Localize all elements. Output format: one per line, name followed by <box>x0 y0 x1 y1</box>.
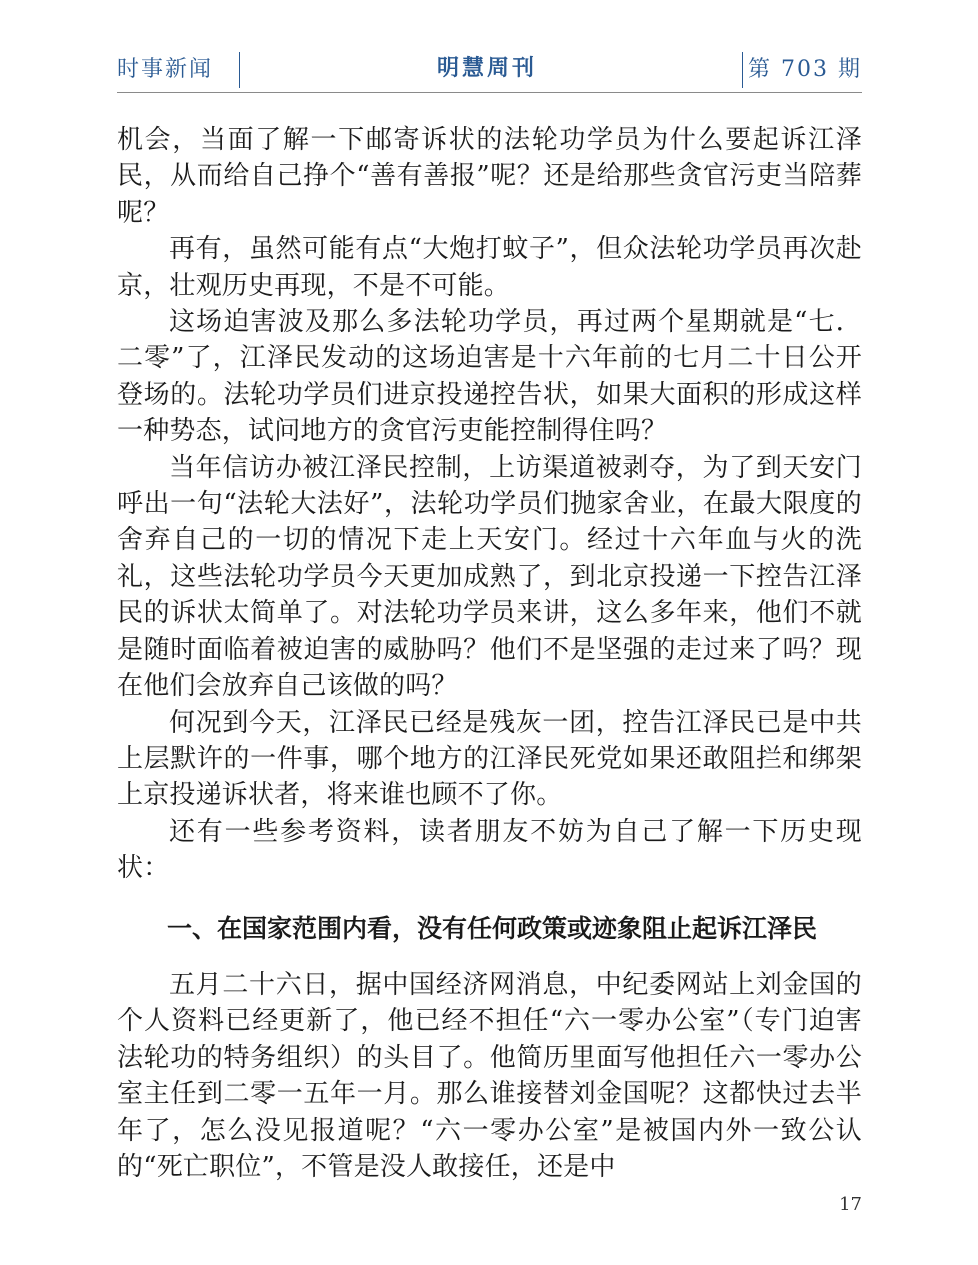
header-rule <box>117 92 862 93</box>
paragraph: 机会，当面了解一下邮寄诉状的法轮功学员为什么要起诉江泽民，从而给自己挣个“善有善报”呢？还是给那些贪官污吏当陪葬呢？ <box>117 125 862 228</box>
article-body <box>117 122 862 1185</box>
paragraph: 五月二十六日，据中国经济网消息，中纪委网站上刘金国的个人资料已经更新了，他已经不担任“六一零办公室”（专门迫害法轮功的特务组织）的头目了。他简历里面写他担任六一零办公室主任到二零一五年一月。那么谁接替刘金国呢？这都快过去半年了，怎么没见报道呢？“六一零办公室”是被国内外一致公认的“死亡职位”，不管是没人敢接任，还是中 <box>117 969 862 1182</box>
paragraph: 当年信访办被江泽民控制，上访渠道被剥夺，为了到天安门呼出一句“法轮大法好”，法轮功学员们抛家舍业，在最大限度的舍弃自己的一切的情况下走上天安门。经过十六年血与火的洗礼，这些法轮功学员今天更加成熟了，到北京投递一下控告江泽民的诉状太简单了。对法轮功学员来讲，这么多年来，他们不就是随时面临着被迫害的威胁吗？他们不是坚强的走过来了吗？现在他们会放弃自己该做的吗？ <box>117 452 862 702</box>
publication-title: 明慧周刊 <box>436 55 537 81</box>
issue-number: 第 703 期 <box>748 57 862 82</box>
section-label: 时事新闻 <box>117 57 214 82</box>
header-divider-left <box>239 52 240 88</box>
header-divider-right <box>742 52 743 88</box>
paragraph: 再有，虽然可能有点“大炮打蚊子”，但众法轮功学员再次赴京，壮观历史再现，不是不可能。 <box>117 234 862 301</box>
paragraph: 何况到今天，江泽民已经是残灰一团，控告江泽民已是中共上层默许的一件事，哪个地方的江泽民死党如果还敢阻拦和绑架上京投递诉状者，将来谁也顾不了你。 <box>117 707 862 811</box>
section-heading: 一、在国家范围内看，没有任何政策或迹象阻止起诉江泽民 <box>167 913 818 943</box>
paragraph: 这场迫害波及那么多法轮功学员，再过两个星期就是“七．二零”了，江泽民发动的这场迫害是十六年前的七月二十日公开登场的。法轮功学员们进京投递控告状，如果大面积的形成这样一种势态，试问地方的贪官污吏能控制得住吗？ <box>117 307 862 447</box>
paragraph: 还有一些参考资料，读者朋友不妨为自己了解一下历史现状： <box>117 816 862 884</box>
page-number: 17 <box>839 1194 862 1215</box>
page-header <box>117 52 862 92</box>
